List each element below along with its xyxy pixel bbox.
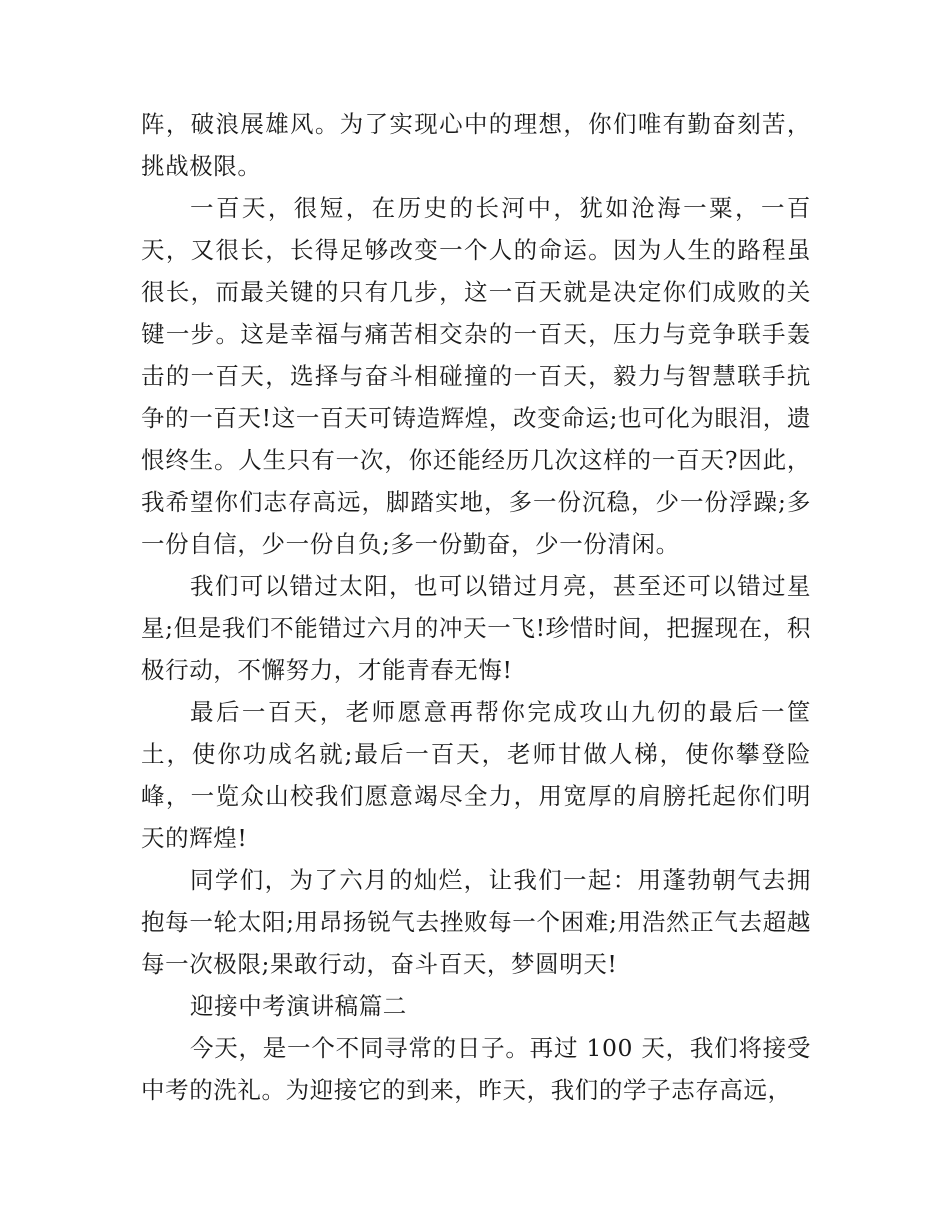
paragraph-classmates: 同学们，为了六月的灿烂，让我们一起：用蓬勃朝气去拥抱每一轮太阳;用昂扬锐气去挫败每一个困难;用浩然正气去超越每一次极限;果敢行动，奋斗百天，梦圆明天! <box>141 866 811 978</box>
paragraph-hundred-days: 一百天，很短，在历史的长河中，犹如沧海一粟，一百天，又很长，长得足够改变一个人的命运。因为人生的路程虽很长，而最关键的只有几步，这一百天就是决定你们成败的关键一步。这是幸福与痛苦相交杂的一百天，压力与竞争联手轰击的一百天，选择与奋斗相碰撞的一百天，毅力与智慧联手抗争的一百天!这一百天可铸造辉煌，改变命运;也可化为眼泪，遗恨终生。人生只有一次，你还能经历几次这样的一百天?因此，我希望你们志存高远，脚踏实地，多一份沉稳，少一份浮躁;多一份自信，少一份自负;多一份勤奋，少一份清闲。 <box>141 194 811 558</box>
document-body <box>141 103 811 1111</box>
paragraph-last-hundred-days: 最后一百天，老师愿意再帮你完成攻山九仞的最后一筐土，使你功成名就;最后一百天，老师甘做人梯，使你攀登险峰，一览众山校我们愿意竭尽全力，用宽厚的肩膀托起你们明天的辉煌! <box>141 698 811 852</box>
section-heading: 迎接中考演讲稿篇二 <box>190 992 407 1020</box>
paragraph-sun-moon: 我们可以错过太阳，也可以错过月亮，甚至还可以错过星星;但是我们不能错过六月的冲天一飞!珍惜时间，把握现在，积极行动，不懈努力，才能青春无悔! <box>141 572 811 684</box>
paragraph-continuation: 阵，破浪展雄风。为了实现心中的理想，你们唯有勤奋刻苦，挑战极限。 <box>141 110 811 180</box>
paragraph-today: 今天，是一个不同寻常的日子。再过 100 天，我们将接受中考的洗礼。为迎接它的到来，昨天，我们的学子志存高远， <box>141 1034 811 1104</box>
